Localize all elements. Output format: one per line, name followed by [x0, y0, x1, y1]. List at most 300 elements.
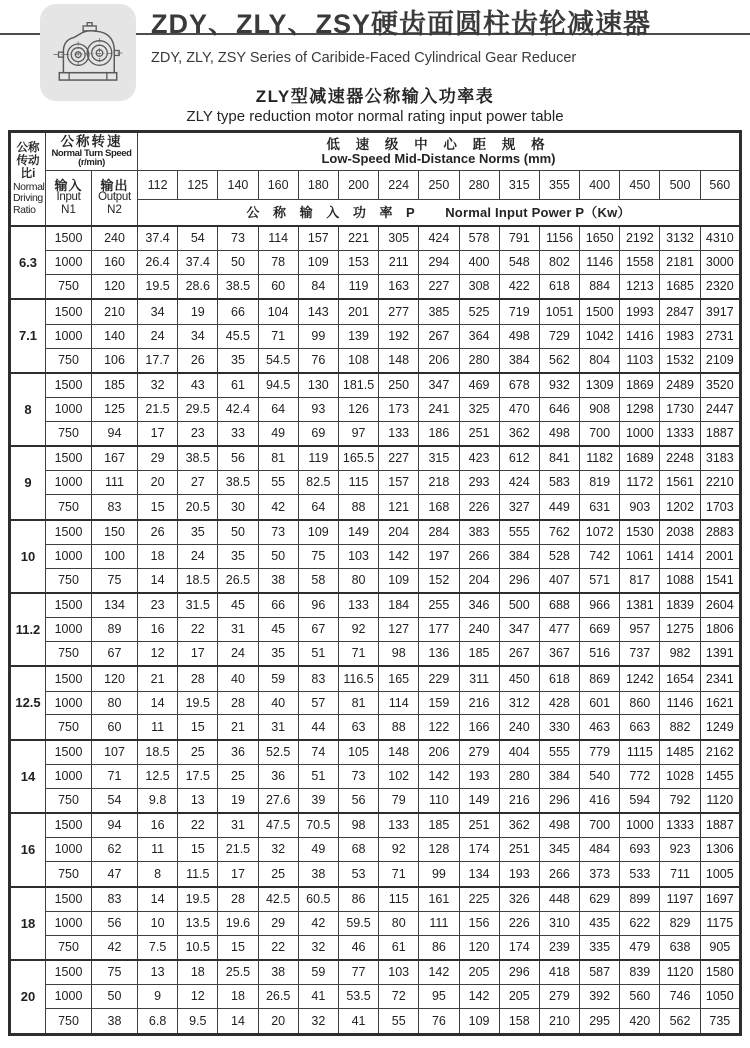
input-speed-cell: 1500 — [46, 593, 92, 618]
power-value-cell: 555 — [539, 740, 579, 765]
table-row — [10, 960, 741, 985]
output-speed-cell: 140 — [92, 324, 138, 348]
output-speed-cell: 60 — [92, 715, 138, 740]
power-value-cell: 92 — [379, 838, 419, 862]
power-value-cell: 128 — [419, 838, 459, 862]
power-value-cell: 1391 — [700, 642, 740, 667]
power-value-cell: 500 — [499, 593, 539, 618]
power-value-cell: 1485 — [660, 740, 700, 765]
power-value-cell: 14 — [138, 691, 178, 715]
table-row — [10, 373, 741, 398]
size-column-header: 112 — [138, 171, 178, 200]
input-power-header — [138, 200, 741, 227]
power-value-cell: 27.6 — [258, 788, 298, 813]
table-row — [10, 446, 741, 471]
power-value-cell: 166 — [459, 715, 499, 740]
power-value-cell: 28.6 — [178, 275, 218, 300]
power-value-cell: 737 — [620, 642, 660, 667]
power-value-cell: 97 — [338, 421, 378, 446]
power-value-cell: 149 — [338, 520, 378, 545]
power-value-cell: 205 — [459, 960, 499, 985]
table-row — [10, 275, 741, 300]
table-row — [10, 666, 741, 691]
power-value-cell: 44 — [298, 715, 338, 740]
power-value-cell: 136 — [419, 642, 459, 667]
power-value-cell: 50 — [218, 251, 258, 275]
power-value-cell: 267 — [419, 324, 459, 348]
power-value-cell: 498 — [539, 813, 579, 838]
power-value-cell: 119 — [338, 275, 378, 300]
power-value-cell: 484 — [580, 838, 620, 862]
power-value-cell: 17.7 — [138, 348, 178, 373]
power-value-cell: 1146 — [580, 251, 620, 275]
power-value-cell: 31 — [218, 618, 258, 642]
output-speed-cell: 107 — [92, 740, 138, 765]
power-value-cell: 73 — [338, 764, 378, 788]
power-value-cell: 23 — [138, 593, 178, 618]
input-speed-cell: 1000 — [46, 764, 92, 788]
power-value-cell: 46 — [338, 935, 378, 960]
power-value-cell: 110 — [419, 788, 459, 813]
speed-header-zh: 公称转速 — [60, 134, 123, 150]
power-value-cell: 294 — [419, 251, 459, 275]
power-value-cell: 22 — [178, 618, 218, 642]
power-value-cell: 450 — [499, 666, 539, 691]
power-value-cell: 10 — [138, 911, 178, 935]
power-value-cell: 115 — [338, 471, 378, 495]
size-column-header: 224 — [379, 171, 419, 200]
power-value-cell: 74 — [298, 740, 338, 765]
table-row — [10, 887, 741, 912]
power-value-cell: 40 — [218, 666, 258, 691]
output-speed-cell: 160 — [92, 251, 138, 275]
power-value-cell: 1000 — [620, 813, 660, 838]
input-speed-cell: 750 — [46, 862, 92, 887]
input-speed-cell: 750 — [46, 715, 92, 740]
power-value-cell: 1298 — [620, 398, 660, 422]
power-value-cell: 735 — [700, 1009, 740, 1035]
power-value-cell: 327 — [499, 495, 539, 520]
power-value-cell: 42 — [258, 495, 298, 520]
power-value-cell: 498 — [499, 324, 539, 348]
power-value-cell: 19.5 — [178, 887, 218, 912]
table-row — [10, 740, 741, 765]
power-value-cell: 142 — [459, 985, 499, 1009]
power-value-cell: 15 — [138, 495, 178, 520]
mid-distance-header-en: Low-Speed Mid-Distance Norms (mm) — [321, 150, 556, 166]
power-value-cell: 37.4 — [178, 251, 218, 275]
input-speed-cell: 1000 — [46, 838, 92, 862]
power-value-cell: 50 — [258, 544, 298, 568]
power-value-cell: 186 — [419, 421, 459, 446]
power-value-cell: 55 — [379, 1009, 419, 1035]
power-value-cell: 163 — [379, 275, 419, 300]
power-value-cell: 35 — [218, 544, 258, 568]
power-value-cell: 792 — [660, 788, 700, 813]
ratio-cell: 12.5 — [10, 666, 46, 739]
size-column-header: 450 — [620, 171, 660, 200]
power-value-cell: 1983 — [660, 324, 700, 348]
power-value-cell: 1703 — [700, 495, 740, 520]
power-value-cell: 583 — [539, 471, 579, 495]
input-speed-cell: 1500 — [46, 666, 92, 691]
power-value-cell: 601 — [580, 691, 620, 715]
power-value-cell: 133 — [379, 421, 419, 446]
power-value-cell: 240 — [499, 715, 539, 740]
power-value-cell: 899 — [620, 887, 660, 912]
power-value-cell: 76 — [298, 348, 338, 373]
power-value-cell: 201 — [338, 299, 378, 324]
power-value-cell: 53.5 — [338, 985, 378, 1009]
power-value-cell: 622 — [620, 911, 660, 935]
power-value-cell: 469 — [459, 373, 499, 398]
power-value-cell: 133 — [379, 813, 419, 838]
power-value-cell: 364 — [459, 324, 499, 348]
power-value-cell: 114 — [258, 226, 298, 251]
power-value-cell: 903 — [620, 495, 660, 520]
power-value-cell: 12 — [138, 642, 178, 667]
output-speed-cell: 62 — [92, 838, 138, 862]
power-value-cell: 250 — [379, 373, 419, 398]
power-value-cell: 548 — [499, 251, 539, 275]
power-value-cell: 157 — [379, 471, 419, 495]
power-value-cell: 296 — [499, 960, 539, 985]
power-value-cell: 61 — [218, 373, 258, 398]
table-row — [10, 911, 741, 935]
power-value-cell: 55 — [258, 471, 298, 495]
power-value-cell: 157 — [298, 226, 338, 251]
power-value-cell: 325 — [459, 398, 499, 422]
power-value-cell: 51 — [298, 764, 338, 788]
power-value-cell: 197 — [419, 544, 459, 568]
power-value-cell: 59 — [298, 960, 338, 985]
power-value-cell: 1414 — [660, 544, 700, 568]
power-value-cell: 373 — [580, 862, 620, 887]
power-value-cell: 40 — [258, 691, 298, 715]
power-value-cell: 36 — [218, 740, 258, 765]
input-speed-cell: 750 — [46, 421, 92, 446]
input-speed-cell: 750 — [46, 788, 92, 813]
power-value-cell: 280 — [459, 348, 499, 373]
input-speed-cell: 1500 — [46, 520, 92, 545]
power-value-cell: 32 — [258, 838, 298, 862]
output-speed-header — [92, 171, 138, 227]
power-value-cell: 226 — [499, 911, 539, 935]
ratio-cell: 8 — [10, 373, 46, 446]
power-value-cell: 227 — [419, 275, 459, 300]
size-column-header: 140 — [218, 171, 258, 200]
power-value-cell: 7.5 — [138, 935, 178, 960]
power-value-cell: 93 — [298, 398, 338, 422]
power-value-cell: 56 — [218, 446, 258, 471]
power-value-cell: 3520 — [700, 373, 740, 398]
input-speed-cell: 1000 — [46, 398, 92, 422]
power-value-cell: 384 — [499, 348, 539, 373]
output-speed-cell: 56 — [92, 911, 138, 935]
power-value-cell: 3183 — [700, 446, 740, 471]
power-value-cell: 21 — [138, 666, 178, 691]
power-value-cell: 206 — [419, 348, 459, 373]
power-value-cell: 71 — [258, 324, 298, 348]
power-value-cell: 25.5 — [218, 960, 258, 985]
input-speed-header — [46, 171, 92, 227]
power-value-cell: 127 — [379, 618, 419, 642]
power-value-cell: 819 — [580, 471, 620, 495]
table-title-zh: ZLY型减速器公称输入功率表 — [255, 87, 495, 106]
ratio-cell: 7.1 — [10, 299, 46, 372]
input-speed-cell: 1500 — [46, 960, 92, 985]
ratio-cell: 20 — [10, 960, 46, 1035]
power-value-cell: 61 — [379, 935, 419, 960]
power-value-cell: 52.5 — [258, 740, 298, 765]
power-value-cell: 20.5 — [178, 495, 218, 520]
table-row — [10, 642, 741, 667]
power-value-cell: 310 — [539, 911, 579, 935]
input-power-header-zh: 公 称 输 入 功 率 P — [246, 204, 420, 220]
power-value-cell: 58 — [298, 568, 338, 593]
table-row — [10, 348, 741, 373]
power-value-cell: 103 — [379, 960, 419, 985]
input-speed-cell: 1500 — [46, 446, 92, 471]
power-value-cell: 266 — [459, 544, 499, 568]
power-value-cell: 311 — [459, 666, 499, 691]
power-value-cell: 24 — [178, 544, 218, 568]
power-value-cell: 326 — [499, 887, 539, 912]
input-speed-cell: 1500 — [46, 299, 92, 324]
table-row — [10, 862, 741, 887]
power-value-cell: 21.5 — [138, 398, 178, 422]
power-value-cell: 2210 — [700, 471, 740, 495]
power-value-cell: 27 — [178, 471, 218, 495]
power-value-cell: 73 — [218, 226, 258, 251]
power-value-cell: 362 — [499, 421, 539, 446]
power-value-cell: 663 — [620, 715, 660, 740]
table-row — [10, 618, 741, 642]
power-value-cell: 9 — [138, 985, 178, 1009]
power-value-cell: 81 — [258, 446, 298, 471]
power-value-cell: 35 — [258, 642, 298, 667]
power-value-cell: 688 — [539, 593, 579, 618]
power-value-cell: 84 — [298, 275, 338, 300]
brand-title-en: ZDY, ZLY, ZSY Series of Caribide-Faced Cylindrical Gear Reducer — [151, 50, 577, 66]
output-speed-cell: 106 — [92, 348, 138, 373]
power-value-cell: 295 — [580, 1009, 620, 1035]
power-value-cell: 45 — [218, 593, 258, 618]
power-value-cell: 562 — [539, 348, 579, 373]
input-speed-cell: 1000 — [46, 911, 92, 935]
power-value-cell: 218 — [419, 471, 459, 495]
power-value-cell: 13 — [178, 788, 218, 813]
power-value-cell: 13 — [138, 960, 178, 985]
power-value-cell: 92 — [338, 618, 378, 642]
power-value-cell: 47.5 — [258, 813, 298, 838]
size-header-row — [10, 171, 741, 200]
table-row — [10, 568, 741, 593]
output-speed-cell: 167 — [92, 446, 138, 471]
power-value-cell: 516 — [580, 642, 620, 667]
ratio-cell: 10 — [10, 520, 46, 593]
power-value-cell: 29 — [258, 911, 298, 935]
power-value-cell: 72 — [379, 985, 419, 1009]
power-value-cell: 114 — [379, 691, 419, 715]
power-value-cell: 905 — [700, 935, 740, 960]
power-value-cell: 742 — [580, 544, 620, 568]
power-value-cell: 94.5 — [258, 373, 298, 398]
input-speed-cell: 750 — [46, 935, 92, 960]
power-value-cell: 34 — [178, 324, 218, 348]
power-value-cell: 71 — [338, 642, 378, 667]
power-value-cell: 1000 — [620, 421, 660, 446]
power-value-cell: 17 — [178, 642, 218, 667]
power-value-cell: 384 — [499, 544, 539, 568]
power-value-cell: 315 — [419, 446, 459, 471]
power-value-cell: 80 — [338, 568, 378, 593]
power-value-cell: 308 — [459, 275, 499, 300]
power-value-cell: 174 — [459, 838, 499, 862]
power-value-cell: 669 — [580, 618, 620, 642]
power-value-cell: 772 — [620, 764, 660, 788]
table-row — [10, 251, 741, 275]
input-speed-cell: 1000 — [46, 691, 92, 715]
power-value-cell: 148 — [379, 348, 419, 373]
power-value-cell: 1309 — [580, 373, 620, 398]
power-value-cell: 383 — [459, 520, 499, 545]
ratio-header-en: Normal Driving Ratio — [13, 180, 45, 216]
mid-distance-header-zh: 低 速 级 中 心 距 规 格 — [326, 136, 551, 152]
power-value-cell: 229 — [419, 666, 459, 691]
power-value-cell: 32 — [298, 1009, 338, 1035]
power-value-cell: 82.5 — [298, 471, 338, 495]
table-row — [10, 691, 741, 715]
size-column-header: 355 — [539, 171, 579, 200]
power-value-cell: 15 — [178, 715, 218, 740]
power-value-cell: 161 — [419, 887, 459, 912]
input-speed-cell: 1500 — [46, 887, 92, 912]
size-column-header: 125 — [178, 171, 218, 200]
power-value-cell: 1028 — [660, 764, 700, 788]
power-value-cell: 42.5 — [258, 887, 298, 912]
power-value-cell: 14 — [138, 887, 178, 912]
power-value-cell: 428 — [539, 691, 579, 715]
power-value-cell: 142 — [419, 960, 459, 985]
size-column-header: 560 — [700, 171, 740, 200]
power-value-cell: 293 — [459, 471, 499, 495]
power-value-cell: 192 — [379, 324, 419, 348]
power-value-cell: 241 — [419, 398, 459, 422]
power-value-cell: 153 — [338, 251, 378, 275]
table-row — [10, 520, 741, 545]
power-value-cell: 612 — [499, 446, 539, 471]
power-value-cell: 560 — [620, 985, 660, 1009]
power-value-cell: 1558 — [620, 251, 660, 275]
power-value-cell: 211 — [379, 251, 419, 275]
power-value-cell: 18 — [178, 960, 218, 985]
power-value-cell: 14 — [218, 1009, 258, 1035]
power-value-cell: 1072 — [580, 520, 620, 545]
power-value-cell: 42 — [298, 911, 338, 935]
power-value-cell: 158 — [499, 1009, 539, 1035]
power-value-cell: 1806 — [700, 618, 740, 642]
power-value-cell: 2320 — [700, 275, 740, 300]
power-value-cell: 418 — [539, 960, 579, 985]
ratio-column-header — [10, 132, 46, 227]
power-value-cell: 296 — [539, 788, 579, 813]
power-value-cell: 1333 — [660, 813, 700, 838]
power-value-cell: 385 — [419, 299, 459, 324]
power-value-cell: 15 — [178, 838, 218, 862]
power-value-cell: 64 — [258, 398, 298, 422]
power-value-cell: 54.5 — [258, 348, 298, 373]
power-value-cell: 17 — [218, 862, 258, 887]
input-speed-cell: 750 — [46, 348, 92, 373]
table-row — [10, 935, 741, 960]
power-value-cell: 1156 — [539, 226, 579, 251]
power-value-cell: 15 — [218, 935, 258, 960]
power-value-cell: 156 — [459, 911, 499, 935]
ratio-cell: 14 — [10, 740, 46, 813]
power-value-cell: 22 — [258, 935, 298, 960]
power-value-cell: 115 — [379, 887, 419, 912]
power-value-cell: 277 — [379, 299, 419, 324]
power-value-cell: 216 — [499, 788, 539, 813]
power-value-cell: 119 — [298, 446, 338, 471]
power-value-cell: 424 — [499, 471, 539, 495]
power-value-cell: 143 — [298, 299, 338, 324]
table-row — [10, 226, 741, 251]
power-value-cell: 185 — [459, 642, 499, 667]
power-value-cell: 99 — [419, 862, 459, 887]
power-value-cell: 50 — [218, 520, 258, 545]
power-value-cell: 165.5 — [338, 446, 378, 471]
power-value-cell: 498 — [539, 421, 579, 446]
power-value-cell: 562 — [660, 1009, 700, 1035]
power-value-cell: 206 — [419, 740, 459, 765]
table-row — [10, 398, 741, 422]
power-value-cell: 700 — [580, 421, 620, 446]
power-value-cell: 57 — [298, 691, 338, 715]
power-value-cell: 932 — [539, 373, 579, 398]
size-column-header: 180 — [298, 171, 338, 200]
power-value-cell: 6.8 — [138, 1009, 178, 1035]
power-value-cell: 133 — [338, 593, 378, 618]
output-speed-cell: 111 — [92, 471, 138, 495]
power-value-cell: 221 — [338, 226, 378, 251]
power-value-cell: 67 — [298, 618, 338, 642]
power-value-cell: 762 — [539, 520, 579, 545]
table-row — [10, 813, 741, 838]
power-value-cell: 18.5 — [138, 740, 178, 765]
power-value-cell: 12.5 — [138, 764, 178, 788]
power-value-cell: 20 — [138, 471, 178, 495]
power-value-cell: 2001 — [700, 544, 740, 568]
power-value-cell: 109 — [379, 568, 419, 593]
power-value-cell: 2447 — [700, 398, 740, 422]
power-value-cell: 96 — [298, 593, 338, 618]
power-value-cell: 540 — [580, 764, 620, 788]
power-value-cell: 95 — [419, 985, 459, 1009]
output-speed-cell: 75 — [92, 568, 138, 593]
power-value-cell: 18.5 — [178, 568, 218, 593]
power-value-cell: 347 — [419, 373, 459, 398]
power-value-cell: 111 — [419, 911, 459, 935]
input-header-zh: 输入 — [54, 178, 83, 194]
power-value-cell: 19 — [218, 788, 258, 813]
power-value-cell: 479 — [620, 935, 660, 960]
table-row — [10, 764, 741, 788]
power-value-cell: 4310 — [700, 226, 740, 251]
power-value-cell: 1381 — [620, 593, 660, 618]
power-value-cell: 1197 — [660, 887, 700, 912]
